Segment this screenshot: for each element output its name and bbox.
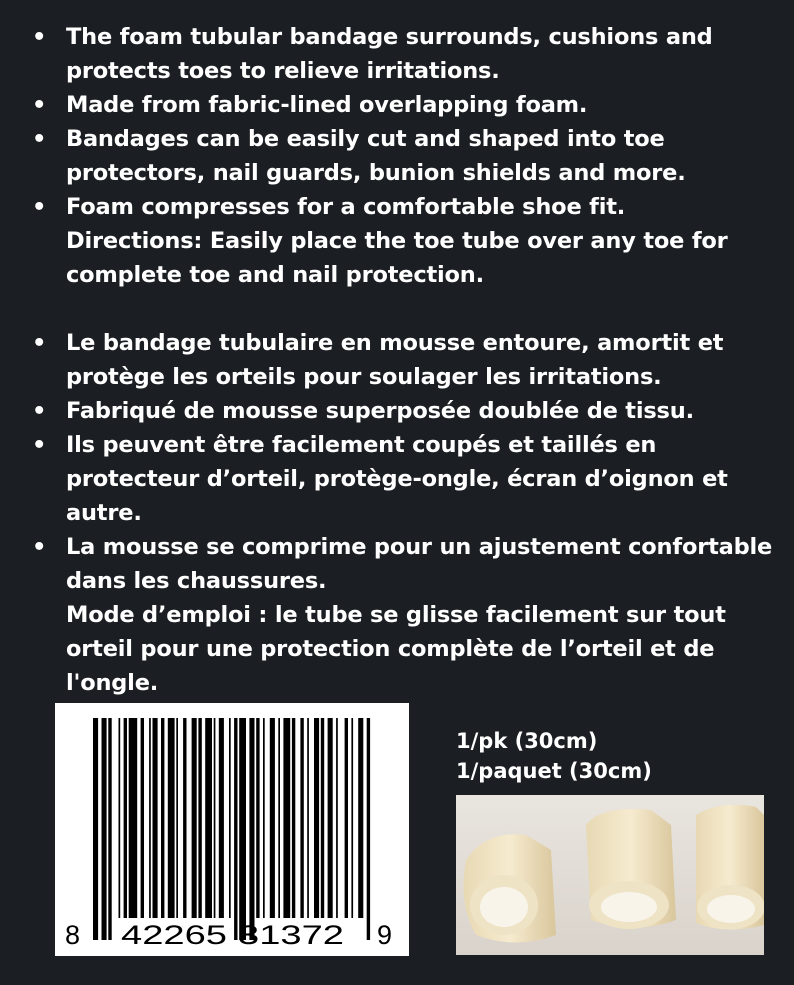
fr-bullet-text: Ils peuvent être facilement coupés et taillés en protecteur d’orteil, protège-ongle, écran d’oignon et autre. (66, 432, 728, 526)
pack-size (456, 726, 652, 786)
barcode-bar (336, 718, 338, 918)
bullet-icon: • (32, 194, 47, 220)
barcode-bar (239, 718, 246, 940)
barcode-bar (263, 718, 265, 918)
fr-directions-text: Mode d’emploi : le tube se glisse facilement sur tout orteil pour une protection complète de l’orteil et de l'ongle. (66, 602, 726, 696)
pack-size-english: 1/pk (30cm) (456, 729, 598, 753)
en-directions (30, 224, 790, 292)
barcode-bar (328, 718, 333, 918)
bullet-icon: • (32, 24, 47, 50)
bullet-icon: • (32, 432, 47, 458)
en-bullet-text: Foam compresses for a comfortable shoe fit. (66, 194, 626, 220)
barcode-bar (278, 718, 280, 918)
barcode-bar (102, 718, 107, 940)
barcode-bar (198, 718, 201, 918)
barcode-bar (219, 718, 224, 918)
en-bullet-3 (30, 122, 790, 190)
barcode-bar (168, 718, 175, 918)
fr-bullet-3 (30, 428, 790, 530)
barcode-bar (345, 718, 348, 918)
pack-size-french: 1/paquet (30cm) (456, 759, 652, 783)
en-bullet-4 (30, 190, 790, 224)
barcode-left-digits: 42265 (121, 920, 227, 950)
barcode-bar (183, 718, 186, 918)
barcode-right-digits: 31372 (238, 920, 344, 950)
barcode-bar (283, 718, 290, 918)
fr-bullet-text: Fabriqué de mousse superposée doublée de tissu. (66, 398, 694, 424)
fr-bullet-1 (30, 326, 790, 394)
barcode-bar (161, 718, 164, 918)
barcode-bar (149, 718, 151, 918)
en-bullet-text: Made from fabric-lined overlapping foam. (66, 92, 588, 118)
barcode-bar (321, 718, 324, 918)
barcode-bar (192, 718, 197, 918)
barcode (55, 703, 409, 956)
barcode-bar (93, 718, 98, 940)
barcode-bar (300, 718, 303, 918)
barcode-bar (292, 718, 295, 918)
barcode-bar (314, 718, 319, 918)
en-bullet-text: The foam tubular bandage surrounds, cushions and protects toes to relieve irritations. (66, 24, 713, 84)
product-description (30, 20, 790, 700)
barcode-bar (176, 718, 178, 918)
barcode-bar (234, 718, 237, 940)
barcode-bar (256, 718, 259, 918)
barcode-bar (108, 718, 111, 940)
barcode-bar (129, 718, 138, 918)
barcode-bar (351, 718, 353, 918)
barcode-bar (249, 718, 254, 940)
bullet-icon: • (32, 126, 47, 152)
fr-bullet-2 (30, 394, 790, 428)
fr-bullet-text: La mousse se comprime pour un ajustement confortable dans les chaussures. (66, 534, 773, 594)
en-directions-text: Directions: Easily place the toe tube over any toe for complete toe and nail protection. (66, 228, 728, 288)
barcode-bar (214, 718, 216, 918)
barcode-bar (270, 718, 275, 918)
en-bullet-text: Bandages can be easily cut and shaped into toe protectors, nail guards, bunion shields and more. (66, 126, 686, 186)
barcode-bar (358, 718, 363, 918)
fr-directions (30, 598, 790, 700)
barcode-bar (124, 718, 127, 918)
barcode-bars (93, 718, 370, 940)
bullet-icon: • (32, 398, 47, 424)
barcode-bar (229, 718, 231, 918)
en-bullet-2 (30, 88, 790, 122)
barcode-bar (141, 718, 144, 918)
barcode-bar (205, 718, 212, 918)
barcode-bar (119, 718, 121, 918)
barcode-first-digit: 8 (65, 920, 81, 950)
bullet-icon: • (32, 534, 47, 560)
barcode-bar (367, 718, 370, 940)
barcode-check-digit: 9 (377, 920, 393, 950)
bullet-icon: • (32, 330, 47, 356)
bullet-icon: • (32, 92, 47, 118)
en-bullet-1 (30, 20, 790, 88)
barcode-bar (307, 718, 309, 918)
fr-bullet-4 (30, 530, 790, 598)
barcode-bar (153, 718, 158, 918)
product-photo (456, 795, 764, 955)
fr-bullet-text: Le bandage tubulaire en mousse entoure, amortit et protège les orteils pour soulager les irritations. (66, 330, 724, 390)
